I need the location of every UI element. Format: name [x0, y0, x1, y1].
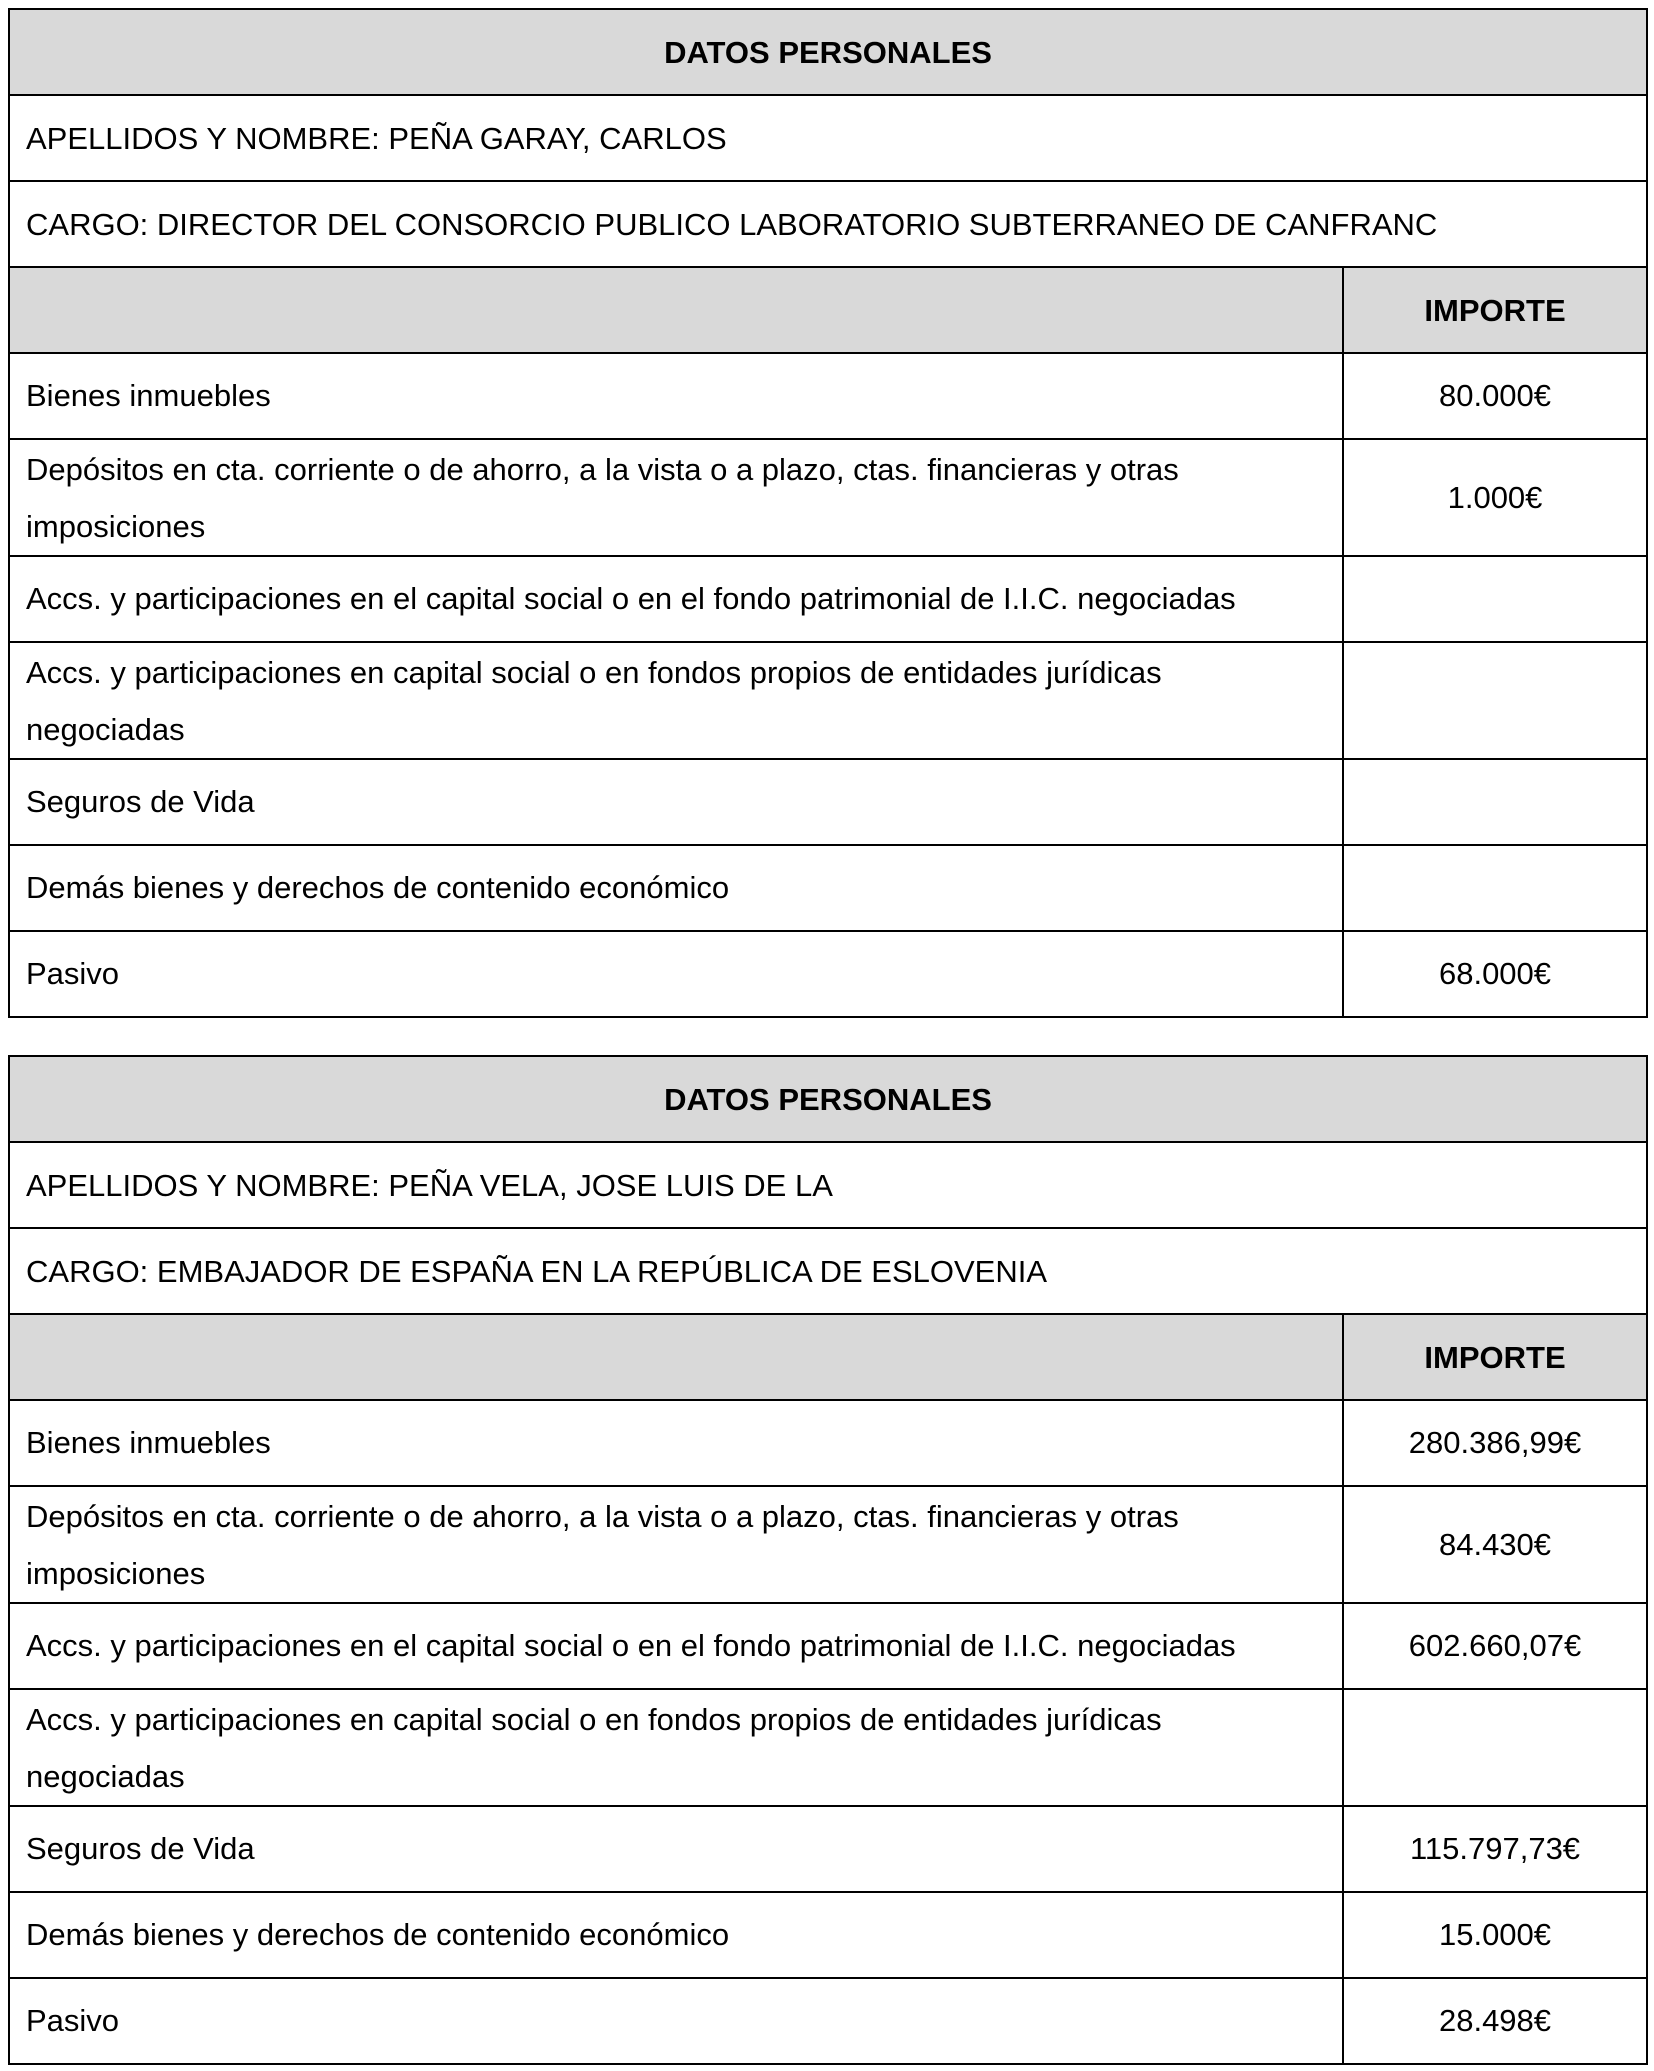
- row-concept: Demás bienes y derechos de contenido económico: [9, 1892, 1343, 1978]
- section-title: DATOS PERSONALES: [9, 1056, 1647, 1142]
- row-concept: Seguros de Vida: [9, 1806, 1343, 1892]
- position-line: CARGO: EMBAJADOR DE ESPAÑA EN LA REPÚBLICA DE ESLOVENIA: [9, 1228, 1647, 1314]
- row-concept: Accs. y participaciones en capital social o en fondos propios de entidades jurídicas negociadas: [9, 1689, 1343, 1806]
- row-amount: 68.000€: [1343, 931, 1647, 1017]
- row-concept: Depósitos en cta. corriente o de ahorro, a la vista o a plazo, ctas. financieras y otras imposiciones: [9, 1486, 1343, 1603]
- row-amount: 1.000€: [1343, 439, 1647, 556]
- row-concept: Pasivo: [9, 931, 1343, 1017]
- row-concept: Accs. y participaciones en capital social o en fondos propios de entidades jurídicas negociadas: [9, 642, 1343, 759]
- row-amount: [1343, 642, 1647, 759]
- asset-declaration-table: [8, 8, 1648, 1018]
- row-amount: 84.430€: [1343, 1486, 1647, 1603]
- table-row: [9, 439, 1647, 556]
- table-row: [9, 1689, 1647, 1806]
- table-row: [9, 1978, 1647, 2064]
- table-row: [9, 1892, 1647, 1978]
- table-row: [9, 556, 1647, 642]
- row-concept: Accs. y participaciones en el capital social o en el fondo patrimonial de I.I.C. negociadas: [9, 556, 1343, 642]
- row-amount: 280.386,99€: [1343, 1400, 1647, 1486]
- amount-column-header: IMPORTE: [1343, 267, 1647, 353]
- row-amount: [1343, 845, 1647, 931]
- amount-column-header: IMPORTE: [1343, 1314, 1647, 1400]
- name-line: APELLIDOS Y NOMBRE: PEÑA GARAY, CARLOS: [9, 95, 1647, 181]
- row-concept: Seguros de Vida: [9, 759, 1343, 845]
- section-title: DATOS PERSONALES: [9, 9, 1647, 95]
- concept-column-header: [9, 1314, 1343, 1400]
- position-line: CARGO: DIRECTOR DEL CONSORCIO PUBLICO LABORATORIO SUBTERRANEO DE CANFRANC: [9, 181, 1647, 267]
- row-amount: 28.498€: [1343, 1978, 1647, 2064]
- table-row: [9, 1603, 1647, 1689]
- table-row: [9, 642, 1647, 759]
- table-row: [9, 353, 1647, 439]
- table-row: [9, 1400, 1647, 1486]
- row-concept: Depósitos en cta. corriente o de ahorro, a la vista o a plazo, ctas. financieras y otras imposiciones: [9, 439, 1343, 556]
- row-concept: Demás bienes y derechos de contenido económico: [9, 845, 1343, 931]
- row-concept: Bienes inmuebles: [9, 1400, 1343, 1486]
- row-concept: Bienes inmuebles: [9, 353, 1343, 439]
- concept-column-header: [9, 267, 1343, 353]
- table-row: [9, 1806, 1647, 1892]
- row-amount: 602.660,07€: [1343, 1603, 1647, 1689]
- row-amount: 115.797,73€: [1343, 1806, 1647, 1892]
- row-concept: Accs. y participaciones en el capital social o en el fondo patrimonial de I.I.C. negociadas: [9, 1603, 1343, 1689]
- row-amount: 15.000€: [1343, 1892, 1647, 1978]
- table-row: [9, 759, 1647, 845]
- table-row: [9, 1486, 1647, 1603]
- table-row: [9, 845, 1647, 931]
- name-line: APELLIDOS Y NOMBRE: PEÑA VELA, JOSE LUIS DE LA: [9, 1142, 1647, 1228]
- row-amount: [1343, 1689, 1647, 1806]
- row-concept: Pasivo: [9, 1978, 1343, 2064]
- row-amount: 80.000€: [1343, 353, 1647, 439]
- row-amount: [1343, 759, 1647, 845]
- table-row: [9, 931, 1647, 1017]
- asset-declaration-table: [8, 1055, 1648, 2065]
- row-amount: [1343, 556, 1647, 642]
